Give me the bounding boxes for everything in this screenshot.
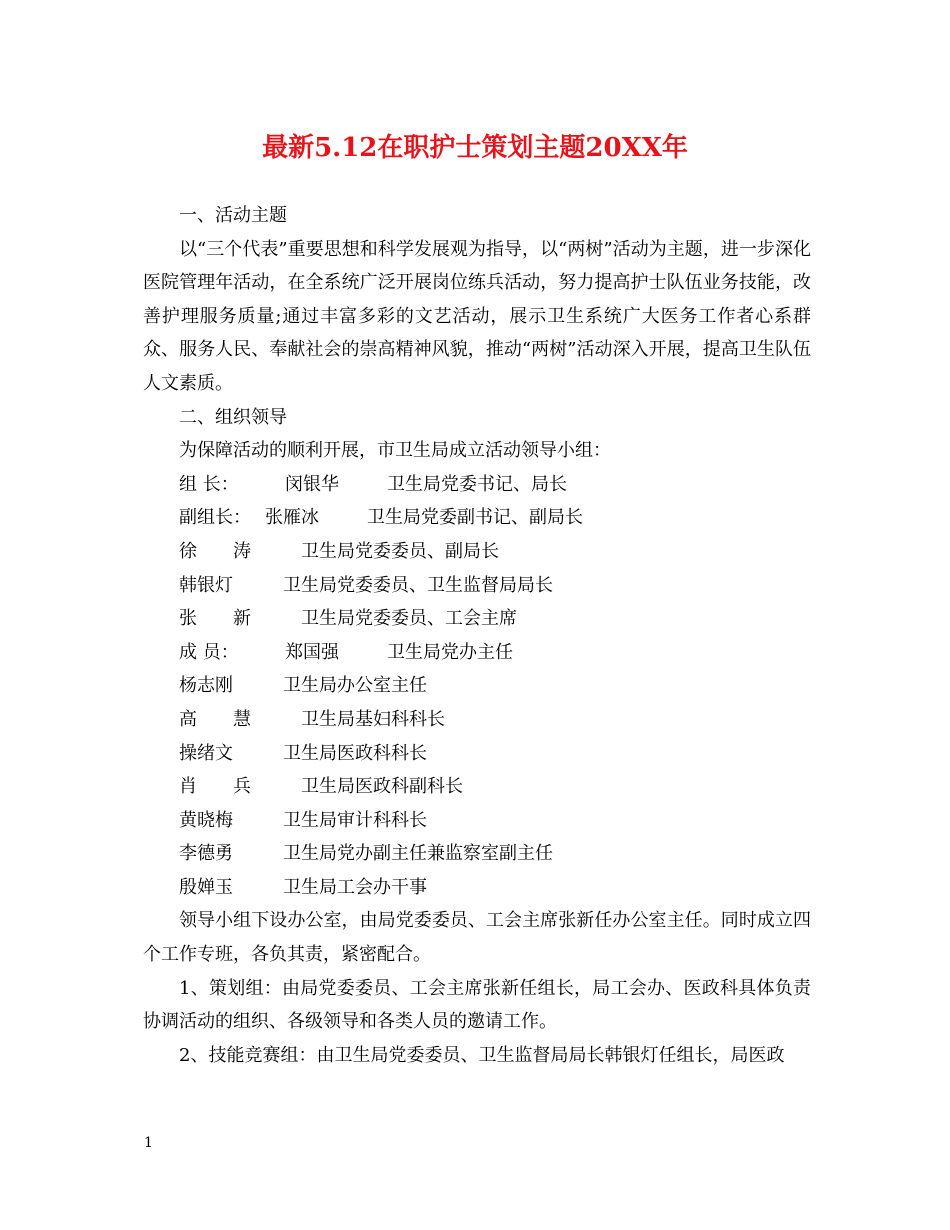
member-title: 卫生局审计科科长 — [283, 809, 427, 831]
member-row — [143, 501, 811, 535]
member-title: 卫生局党委委员、工会主席 — [301, 608, 517, 630]
member-row — [143, 468, 811, 502]
member-row — [143, 569, 811, 603]
member-row — [143, 804, 811, 838]
member-name: 李德勇 — [179, 843, 233, 865]
member-name: 张雁冰 — [265, 507, 319, 529]
member-row — [143, 737, 811, 771]
member-role: 成 员： — [179, 641, 239, 663]
body-paragraph: 领导小组下设办公室，由局党委委员、工会主席张新任办公室主任。同时成立四个工作专班，各负其责，紧密配合。 — [143, 910, 811, 966]
member-title: 卫生局医政科科长 — [283, 742, 427, 764]
member-name: 郑国强 — [285, 641, 339, 663]
member-name: 高 慧 — [179, 708, 251, 730]
member-name: 韩银灯 — [179, 574, 233, 596]
document-title: 最新5.12在职护士策划主题20XX年 — [262, 133, 688, 163]
member-title: 卫生局党委书记、局长 — [387, 473, 567, 495]
member-title: 卫生局医政科副科长 — [301, 776, 463, 798]
member-title: 卫生局基妇科科长 — [301, 708, 445, 730]
member-role: 副组长： — [179, 507, 251, 529]
member-name: 操绪文 — [179, 742, 233, 764]
member-row — [143, 837, 811, 871]
section-heading: 二、组织领导 — [179, 406, 287, 428]
page-number: 1 — [144, 1135, 153, 1151]
member-row — [143, 636, 811, 670]
member-title: 卫生局党办主任 — [387, 641, 513, 663]
member-name: 殷婵玉 — [179, 876, 233, 898]
member-name: 杨志刚 — [179, 675, 233, 697]
body-paragraph: 以“三个代表”重要思想和科学发展观为指导，以“两树”活动为主题，进一步深化医院管理年活动，在全系统广泛开展岗位练兵活动，努力提高护士队伍业务技能，改善护理服务质量;通过丰富多彩的文艺活动，展示卫生系统广大医务工作者心系群众、服务人民、奉献社会的崇高精神风貌，推动“两树”活动深入开展，提高卫生队伍人文素质。 — [143, 238, 811, 394]
member-name: 黄晓梅 — [179, 809, 233, 831]
member-title: 卫生局党办副主任兼监察室副主任 — [283, 843, 553, 865]
member-role: 组 长： — [179, 473, 239, 495]
member-name: 徐 涛 — [179, 540, 251, 562]
member-title: 卫生局工会办干事 — [283, 876, 427, 898]
member-title: 卫生局党委委员、副局长 — [301, 540, 499, 562]
member-title: 卫生局党委副书记、副局长 — [367, 507, 583, 529]
member-name: 肖 兵 — [179, 776, 251, 798]
member-row — [143, 602, 811, 636]
document-body — [143, 199, 811, 1072]
body-paragraph: 2、技能竞赛组：由卫生局党委委员、卫生监督局局长韩银灯任组长，局医政 — [179, 1044, 785, 1066]
body-paragraph: 为保障活动的顺利开展，市卫生局成立活动领导小组： — [179, 440, 611, 462]
section-heading: 一、活动主题 — [179, 205, 287, 226]
body-paragraph: 1、策划组：由局党委委员、工会主席张新任组长，局工会办、医政科具体负责协调活动的组织、各级领导和各类人员的邀请工作。 — [143, 977, 811, 1033]
member-title: 卫生局党委委员、卫生监督局局长 — [283, 574, 553, 596]
member-row — [143, 535, 811, 569]
member-name: 闵银华 — [285, 473, 339, 495]
member-row — [143, 669, 811, 703]
member-row — [143, 703, 811, 737]
member-title: 卫生局办公室主任 — [283, 675, 427, 697]
member-name: 张 新 — [179, 608, 251, 630]
member-row — [143, 871, 811, 905]
member-row — [143, 770, 811, 804]
